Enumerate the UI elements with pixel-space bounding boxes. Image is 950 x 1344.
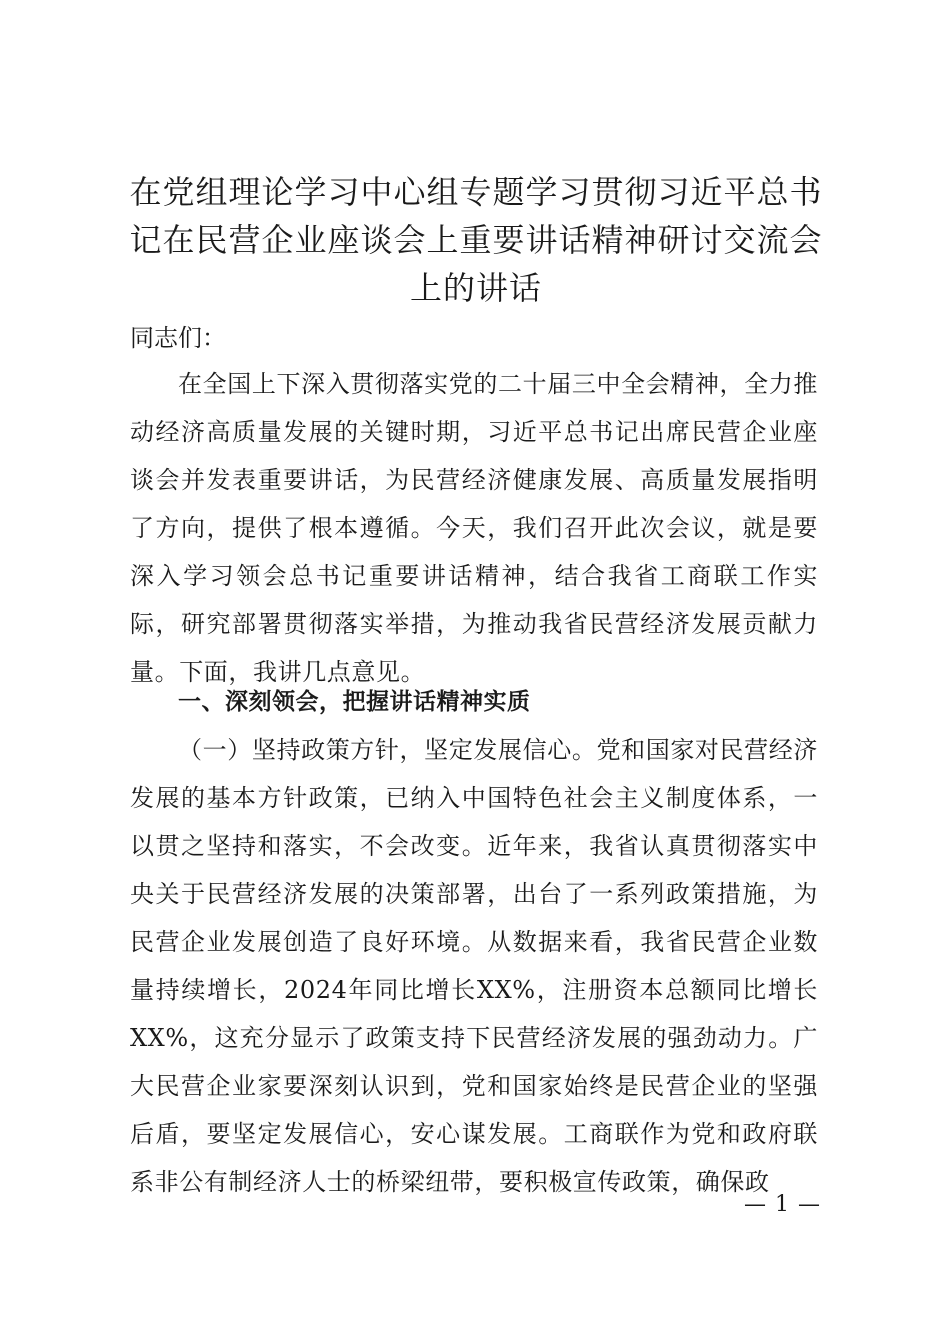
subsection-heading-1: （一）坚持政策方针，坚定发展信心。 <box>178 736 597 764</box>
section-heading-1: 一、深刻领会，把握讲话精神实质 <box>178 689 531 715</box>
subsection-paragraph-1 <box>130 726 818 1206</box>
document-title: 在党组理论学习中心组专题学习贯彻习近平总书记在民营企业座谈会上重要讲话精神研讨交流会上的讲话 <box>129 173 823 307</box>
salutation: 同志们： <box>130 324 226 352</box>
subsection-body-1: 党和国家对民营经济发展的基本方针政策，已纳入中国特色社会主义制度体系，一以贯之坚持和落实，不会改变。近年来，我省认真贯彻落实中央关于民营经济发展的决策部署，出台了一系列政策措施，为民营企业发展创造了良好环境。从数据来看，我省民营企业数量持续增长，2024年同比增长XX%，注册资本总额同比增长XX%，这充分显示了政策支持下民营经济发展的强劲动力。广大民营企业家要深刻认识到，党和国家始终是民营企业的坚强后盾，要坚定发展信心，安心谋发展。工商联作为党和政府联系非公有制经济人士的桥梁纽带，要积极宣传政策，确保政 <box>130 736 818 1196</box>
opening-paragraph: 在全国上下深入贯彻落实党的二十届三中全会精神，全力推动经济高质量发展的关键时期，习近平总书记出席民营企业座谈会并发表重要讲话，为民营经济健康发展、高质量发展指明了方向，提供了根本遵循。今天，我们召开此次会议，就是要深入学习领会总书记重要讲话精神，结合我省工商联工作实际，研究部署贯彻落实举措，为推动我省民营经济发展贡献力量。下面，我讲几点意见。 <box>130 370 818 686</box>
page-number: — 1 — <box>744 1192 821 1217</box>
